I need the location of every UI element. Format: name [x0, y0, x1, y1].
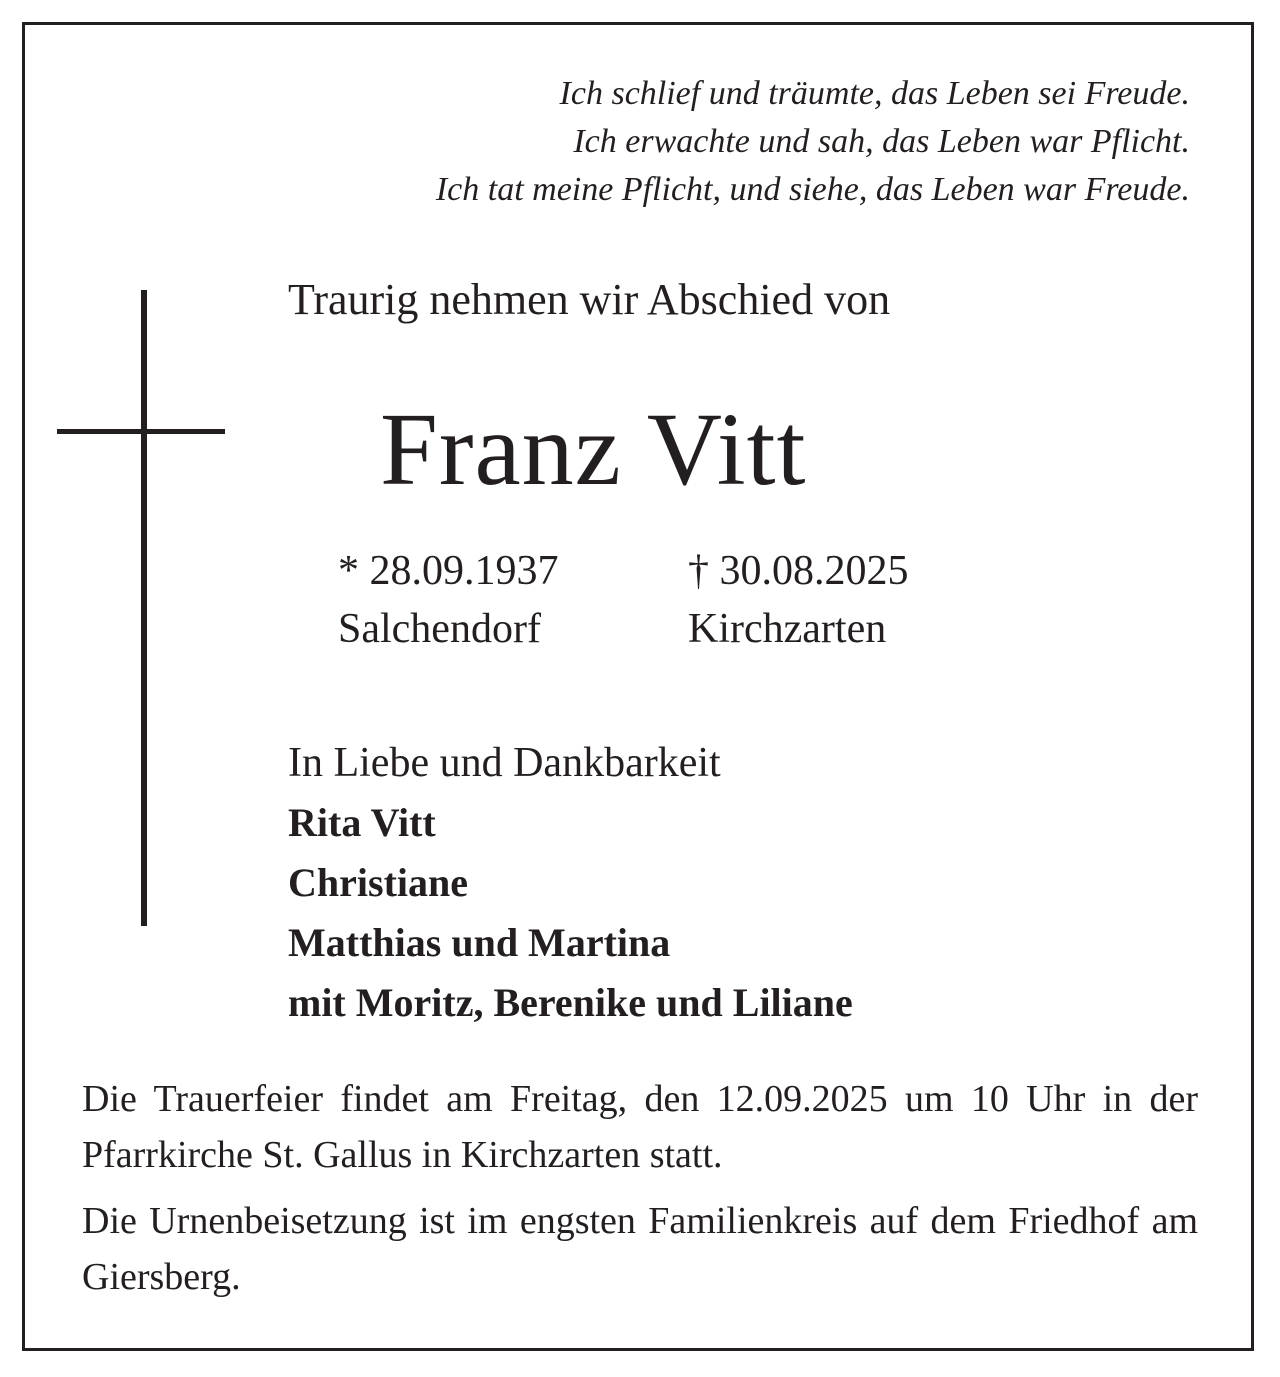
cross-vertical-bar — [141, 290, 147, 926]
mourners-block — [288, 733, 853, 1033]
birth-place: Salchendorf — [338, 606, 541, 652]
birth-info — [338, 542, 559, 658]
motto-line: Ich tat meine Pflicht, und siehe, das Leben war Freude. — [435, 171, 1190, 208]
mourner-name: mit Moritz, Berenike und Liliane — [288, 980, 853, 1025]
death-date: † 30.08.2025 — [688, 548, 909, 594]
ceremony-info: Die Trauerfeier findet am Freitag, den 12.09.2025 um 10 Uhr in der Pfarrkirche St. Gallus in Kirchzarten statt. — [82, 1078, 1198, 1176]
deceased-name: Franz Vitt — [380, 392, 807, 507]
motto-line: Ich erwachte und sah, das Leben war Pflicht. — [573, 123, 1190, 160]
intro-line: Traurig nehmen wir Abschied von — [288, 275, 891, 324]
burial-info: Die Urnenbeisetzung ist im engsten Familienkreis auf dem Friedhof am Giersberg. — [82, 1200, 1198, 1298]
death-info — [688, 542, 909, 658]
mourner-name: Matthias und Martina — [288, 920, 671, 965]
mourner-name: Christiane — [288, 860, 468, 905]
mourner-name: Rita Vitt — [288, 800, 436, 845]
motto-line: Ich schlief und träumte, das Leben sei Freude. — [559, 75, 1190, 112]
mourners-lead: In Liebe und Dankbarkeit — [288, 740, 721, 786]
birth-date: * 28.09.1937 — [338, 548, 559, 594]
motto-poem — [436, 70, 1190, 214]
cross-horizontal-bar — [57, 429, 225, 434]
death-place: Kirchzarten — [688, 606, 887, 652]
